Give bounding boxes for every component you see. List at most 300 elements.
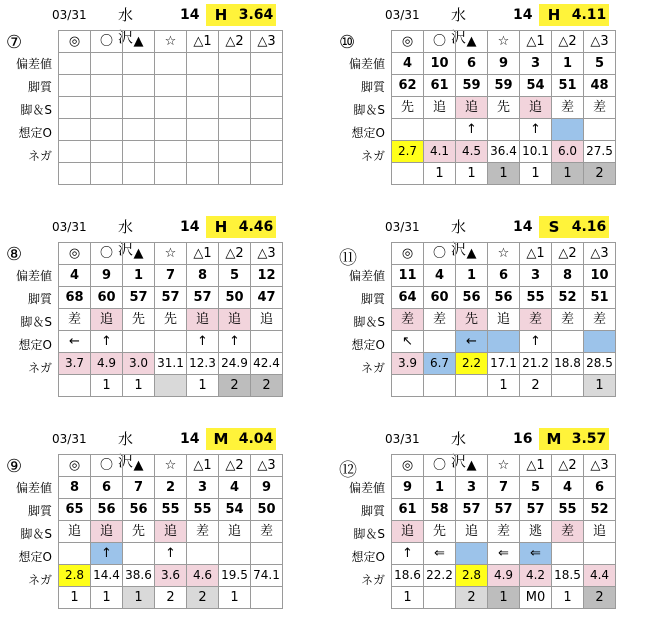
grid-cell	[552, 375, 584, 397]
grid-row	[392, 375, 616, 397]
grid-cell: 10	[584, 265, 616, 287]
grid-cell: 4.6	[187, 565, 219, 587]
race-panel	[0, 0, 333, 212]
grid-cell: ↑	[155, 543, 187, 565]
grid-cell	[187, 119, 219, 141]
race-count: 14	[180, 219, 200, 235]
grid-row	[59, 331, 283, 353]
grid-cell	[251, 163, 283, 185]
grid-cell: 2.2	[456, 353, 488, 375]
row-label: ネガ	[360, 573, 385, 587]
grid-cell: 8	[59, 477, 91, 499]
grid-cell	[584, 119, 616, 141]
grid-cell: ↑	[187, 331, 219, 353]
venue-name: 水沢	[451, 430, 467, 470]
mark-header-cell: ▲	[456, 455, 488, 477]
race-number: ⑦	[6, 32, 23, 53]
row-labels	[335, 53, 391, 168]
row-label: ネガ	[360, 149, 385, 163]
grid-cell: 2	[520, 375, 552, 397]
grid-cell: 60	[424, 287, 456, 309]
grid-cell: 2	[584, 163, 616, 185]
grid-cell	[251, 331, 283, 353]
race-count: 14	[513, 219, 533, 235]
mark-header-cell: ◎	[392, 455, 424, 477]
grid-cell	[91, 97, 123, 119]
grid-cell: 9	[251, 477, 283, 499]
grid-row	[59, 521, 283, 543]
race-number: ⑩	[339, 32, 356, 53]
row-labels	[2, 265, 58, 380]
grid-cell: 57	[520, 499, 552, 521]
grid-cell	[123, 141, 155, 163]
grid-cell: 50	[251, 499, 283, 521]
mark-header-cell: △3	[251, 31, 283, 53]
grid-cell: 7	[155, 265, 187, 287]
grid-cell: 4.5	[456, 141, 488, 163]
grid-cell	[456, 375, 488, 397]
grid-cell: 1	[488, 587, 520, 609]
grid-cell: 1	[552, 53, 584, 75]
row-label: 想定O	[18, 550, 52, 564]
grid-cell	[251, 53, 283, 75]
grid-row	[392, 119, 616, 141]
grid-cell	[59, 75, 91, 97]
grid-row	[59, 309, 283, 331]
grid-cell	[59, 53, 91, 75]
row-label: 想定O	[351, 550, 385, 564]
grid-cell	[59, 119, 91, 141]
grid-cell: 54	[520, 75, 552, 97]
mark-header-row	[59, 31, 283, 53]
mark-header-cell: 〇	[91, 243, 123, 265]
grid-cell	[219, 543, 251, 565]
grade-badge: H	[539, 4, 569, 26]
grid-cell: 追	[91, 309, 123, 331]
row-labels	[2, 477, 58, 592]
grid-cell	[155, 331, 187, 353]
mark-header-cell: ◎	[59, 243, 91, 265]
mark-header-cell: 〇	[424, 31, 456, 53]
grid-cell: 4	[424, 265, 456, 287]
grid-cell: 先	[123, 521, 155, 543]
grid-row	[392, 543, 616, 565]
grid-cell: 1	[91, 375, 123, 397]
grid-cell: 18.5	[552, 565, 584, 587]
row-label: 脚＆S	[20, 103, 52, 117]
race-number: ⑨	[6, 456, 23, 477]
grid-cell	[219, 119, 251, 141]
grid-cell	[91, 119, 123, 141]
grid-cell: 11	[392, 265, 424, 287]
grid-cell	[59, 97, 91, 119]
grid-cell	[251, 141, 283, 163]
grid-cell: 65	[59, 499, 91, 521]
grid-cell: 先	[424, 521, 456, 543]
grid-cell: 2	[456, 587, 488, 609]
mark-header-cell: △2	[219, 31, 251, 53]
grid-cell: 8	[187, 265, 219, 287]
row-label: 脚＆S	[353, 527, 385, 541]
row-label: 想定O	[351, 126, 385, 140]
grid-cell	[155, 97, 187, 119]
grid-cell: 1	[59, 587, 91, 609]
grid-row	[392, 309, 616, 331]
grid-cell: 10	[424, 53, 456, 75]
race-panel	[0, 212, 333, 424]
row-label: ネガ	[27, 573, 52, 587]
grid-cell: 54	[219, 499, 251, 521]
grid-cell: 59	[456, 75, 488, 97]
grid-cell: 50	[219, 287, 251, 309]
grid-cell: ↖	[392, 331, 424, 353]
grid-cell: 4.4	[584, 565, 616, 587]
race-date: 03/31	[385, 8, 420, 22]
grid-cell: 3.6	[155, 565, 187, 587]
grid-cell: 62	[392, 75, 424, 97]
mark-header-cell: ▲	[456, 31, 488, 53]
grid-cell	[123, 163, 155, 185]
grid-cell: 8	[552, 265, 584, 287]
race-count: 14	[513, 7, 533, 23]
grid-cell: 52	[552, 287, 584, 309]
grid-cell: 追	[392, 521, 424, 543]
grid-cell: ↑	[520, 119, 552, 141]
grid-cell: 差	[392, 309, 424, 331]
grid-cell: 36.4	[488, 141, 520, 163]
grid-cell	[155, 141, 187, 163]
grid-cell: 6	[91, 477, 123, 499]
grid-cell: 1	[520, 163, 552, 185]
mark-header-cell: ☆	[488, 31, 520, 53]
grid-row	[59, 565, 283, 587]
mark-header-cell: △1	[187, 31, 219, 53]
grid-cell	[552, 119, 584, 141]
grid-cell: 1	[456, 265, 488, 287]
grid-row	[59, 265, 283, 287]
mark-header-cell: 〇	[424, 455, 456, 477]
grid-cell	[91, 53, 123, 75]
grade-badge: M	[206, 428, 236, 450]
race-panel	[333, 212, 666, 424]
mark-header-cell: △1	[520, 455, 552, 477]
row-label: ネガ	[27, 149, 52, 163]
grid-cell: ←	[59, 331, 91, 353]
grid-row	[392, 521, 616, 543]
mark-header-cell: ▲	[123, 243, 155, 265]
grid-cell: ↑	[392, 543, 424, 565]
grid-cell	[584, 331, 616, 353]
venue-name: 水沢	[118, 218, 134, 258]
mark-header-cell: △2	[219, 455, 251, 477]
grid-cell: 2	[251, 375, 283, 397]
mark-header-cell: △3	[584, 243, 616, 265]
grid-cell: 追	[456, 97, 488, 119]
grid-cell: 3.9	[392, 353, 424, 375]
grid-cell: 56	[123, 499, 155, 521]
grid-cell: 64	[392, 287, 424, 309]
row-label: 脚質	[360, 504, 385, 518]
grid-cell: ⇐	[488, 543, 520, 565]
grid-cell: 57	[187, 287, 219, 309]
grid-cell	[123, 331, 155, 353]
grid-cell: 差	[552, 97, 584, 119]
race-date: 03/31	[52, 8, 87, 22]
grid-cell: 1	[123, 587, 155, 609]
grid-cell	[123, 543, 155, 565]
grid-row	[392, 97, 616, 119]
row-label: 偏差値	[348, 57, 385, 71]
row-label: 脚＆S	[353, 315, 385, 329]
grid-cell: 差	[424, 309, 456, 331]
grid-cell	[123, 75, 155, 97]
grid-cell: 先	[155, 309, 187, 331]
grid-cell: 差	[552, 309, 584, 331]
grid-cell: 57	[488, 499, 520, 521]
grid-cell: 5	[584, 53, 616, 75]
mark-header-cell: ▲	[123, 455, 155, 477]
row-label: 脚＆S	[20, 527, 52, 541]
grid-cell: 56	[488, 287, 520, 309]
grid-row	[392, 265, 616, 287]
grid-row	[392, 587, 616, 609]
grid-cell	[488, 119, 520, 141]
grid-cell: 追	[59, 521, 91, 543]
grid-cell: 1	[91, 587, 123, 609]
grid-cell	[424, 119, 456, 141]
grid-cell: 2	[155, 587, 187, 609]
mark-header-cell: ☆	[488, 243, 520, 265]
horse-grid	[391, 242, 616, 397]
grid-cell: 55	[155, 499, 187, 521]
grid-cell	[187, 75, 219, 97]
grid-cell: 1	[552, 587, 584, 609]
grid-cell: 4	[59, 265, 91, 287]
horse-grid	[58, 30, 283, 185]
grid-cell: 47	[251, 287, 283, 309]
grid-row	[392, 353, 616, 375]
grid-cell: 12	[251, 265, 283, 287]
horse-grid	[391, 454, 616, 609]
race-date: 03/31	[52, 432, 87, 446]
row-label: 想定O	[18, 338, 52, 352]
grid-row	[392, 331, 616, 353]
grid-cell: 3	[520, 53, 552, 75]
grid-cell	[155, 53, 187, 75]
grid-cell: M0	[520, 587, 552, 609]
race-number: ⑫	[339, 460, 357, 481]
grid-cell: 先	[456, 309, 488, 331]
grid-cell: 24.9	[219, 353, 251, 375]
index-value: 4.46	[236, 216, 276, 238]
grid-cell: 差	[187, 521, 219, 543]
grid-row	[392, 141, 616, 163]
grid-cell: 2.8	[59, 565, 91, 587]
row-label: 脚質	[360, 80, 385, 94]
grid-cell: 6.0	[552, 141, 584, 163]
grid-cell: 1	[488, 163, 520, 185]
row-label: 脚質	[27, 504, 52, 518]
grid-cell: 28.5	[584, 353, 616, 375]
row-label: 偏差値	[15, 57, 52, 71]
race-number: ⑪	[339, 248, 357, 269]
row-label: 脚＆S	[353, 103, 385, 117]
grid-cell: 3.0	[123, 353, 155, 375]
grid-cell: 68	[59, 287, 91, 309]
mark-header-cell: △3	[584, 455, 616, 477]
grid-cell: 57	[155, 287, 187, 309]
grid-cell	[123, 119, 155, 141]
row-label: ネガ	[27, 361, 52, 375]
grade-badge: M	[539, 428, 569, 450]
grid-cell	[392, 375, 424, 397]
grid-cell: 1	[187, 375, 219, 397]
grid-cell: 差	[584, 309, 616, 331]
grid-cell: 2	[187, 587, 219, 609]
grid-cell: 4	[219, 477, 251, 499]
mark-header-cell: 〇	[424, 243, 456, 265]
grid-cell: 追	[219, 309, 251, 331]
grid-cell: 差	[584, 97, 616, 119]
mark-header-cell: △1	[187, 455, 219, 477]
grid-cell	[187, 163, 219, 185]
grid-cell	[219, 75, 251, 97]
mark-header-cell: ☆	[488, 455, 520, 477]
grid-row	[59, 75, 283, 97]
grid-row	[392, 565, 616, 587]
grid-cell	[584, 543, 616, 565]
mark-header-cell: ◎	[392, 31, 424, 53]
grid-cell: 追	[187, 309, 219, 331]
row-label: ネガ	[360, 361, 385, 375]
mark-header-row	[392, 31, 616, 53]
row-labels	[2, 53, 58, 168]
horse-grid	[391, 30, 616, 185]
row-labels	[335, 265, 391, 380]
grid-cell: 1	[488, 375, 520, 397]
mark-header-cell: △3	[251, 243, 283, 265]
grade-badge: H	[206, 4, 236, 26]
grid-cell: 1	[219, 587, 251, 609]
grid-cell: ↑	[219, 331, 251, 353]
horse-grid	[58, 242, 283, 397]
row-labels	[335, 477, 391, 592]
venue-name: 水沢	[118, 430, 134, 470]
grid-cell: 追	[424, 97, 456, 119]
grid-cell: 4.9	[488, 565, 520, 587]
race-panel	[333, 0, 666, 212]
grid-cell: 55	[187, 499, 219, 521]
grid-cell	[155, 119, 187, 141]
grid-cell: 2.7	[392, 141, 424, 163]
grid-cell: 59	[488, 75, 520, 97]
grid-cell	[155, 375, 187, 397]
grid-row	[59, 477, 283, 499]
grid-cell: 56	[456, 287, 488, 309]
grid-cell	[251, 97, 283, 119]
race-panel	[333, 424, 666, 636]
mark-header-cell: △1	[520, 243, 552, 265]
grid-cell	[123, 97, 155, 119]
grid-cell: 2	[219, 375, 251, 397]
grid-cell: 追	[251, 309, 283, 331]
row-label: 偏差値	[15, 481, 52, 495]
grid-cell	[251, 543, 283, 565]
grid-cell	[488, 331, 520, 353]
grid-cell	[187, 543, 219, 565]
mark-header-cell: 〇	[91, 455, 123, 477]
mark-header-cell: ◎	[392, 243, 424, 265]
grid-row	[392, 477, 616, 499]
mark-header-cell: ◎	[59, 31, 91, 53]
index-value: 4.16	[569, 216, 609, 238]
grid-cell	[187, 53, 219, 75]
grid-cell: 追	[155, 521, 187, 543]
mark-header-cell: ▲	[123, 31, 155, 53]
grid-cell: 61	[424, 75, 456, 97]
grid-cell: 追	[219, 521, 251, 543]
grid-cell	[424, 587, 456, 609]
grid-row	[392, 75, 616, 97]
grid-cell: 27.5	[584, 141, 616, 163]
grid-cell	[91, 141, 123, 163]
grid-cell: 60	[91, 287, 123, 309]
grid-cell: 7	[488, 477, 520, 499]
grid-cell: 4.1	[424, 141, 456, 163]
grid-cell: 1	[424, 477, 456, 499]
grid-cell: 差	[251, 521, 283, 543]
grid-cell: 3	[456, 477, 488, 499]
row-label: 想定O	[351, 338, 385, 352]
grid-row	[392, 53, 616, 75]
grid-cell	[219, 97, 251, 119]
row-label: 偏差値	[348, 481, 385, 495]
grid-cell: 5	[219, 265, 251, 287]
race-date: 03/31	[385, 220, 420, 234]
grid-row	[59, 499, 283, 521]
race-count: 14	[180, 7, 200, 23]
grid-row	[392, 163, 616, 185]
grid-cell	[424, 375, 456, 397]
grid-cell	[456, 543, 488, 565]
grid-cell: 追	[520, 97, 552, 119]
grid-cell: 先	[392, 97, 424, 119]
grid-cell: 1	[584, 375, 616, 397]
grid-cell: 1	[456, 163, 488, 185]
grid-cell: 1	[552, 163, 584, 185]
grid-cell: ⇐	[424, 543, 456, 565]
grid-cell: 22.2	[424, 565, 456, 587]
grid-cell: 51	[552, 75, 584, 97]
grid-cell	[219, 141, 251, 163]
grid-cell: 10.1	[520, 141, 552, 163]
grid-cell: 4.9	[91, 353, 123, 375]
race-count: 16	[513, 431, 533, 447]
grid-cell: 57	[456, 499, 488, 521]
grid-cell: 51	[584, 287, 616, 309]
grid-cell: 56	[91, 499, 123, 521]
grid-cell: 追	[91, 521, 123, 543]
grid-cell	[392, 119, 424, 141]
mark-header-cell: △2	[219, 243, 251, 265]
grid-cell: 4	[552, 477, 584, 499]
grid-cell	[59, 543, 91, 565]
grid-cell: 先	[488, 97, 520, 119]
grid-cell: 9	[91, 265, 123, 287]
grid-row	[59, 543, 283, 565]
race-number: ⑧	[6, 244, 23, 265]
mark-header-row	[392, 455, 616, 477]
